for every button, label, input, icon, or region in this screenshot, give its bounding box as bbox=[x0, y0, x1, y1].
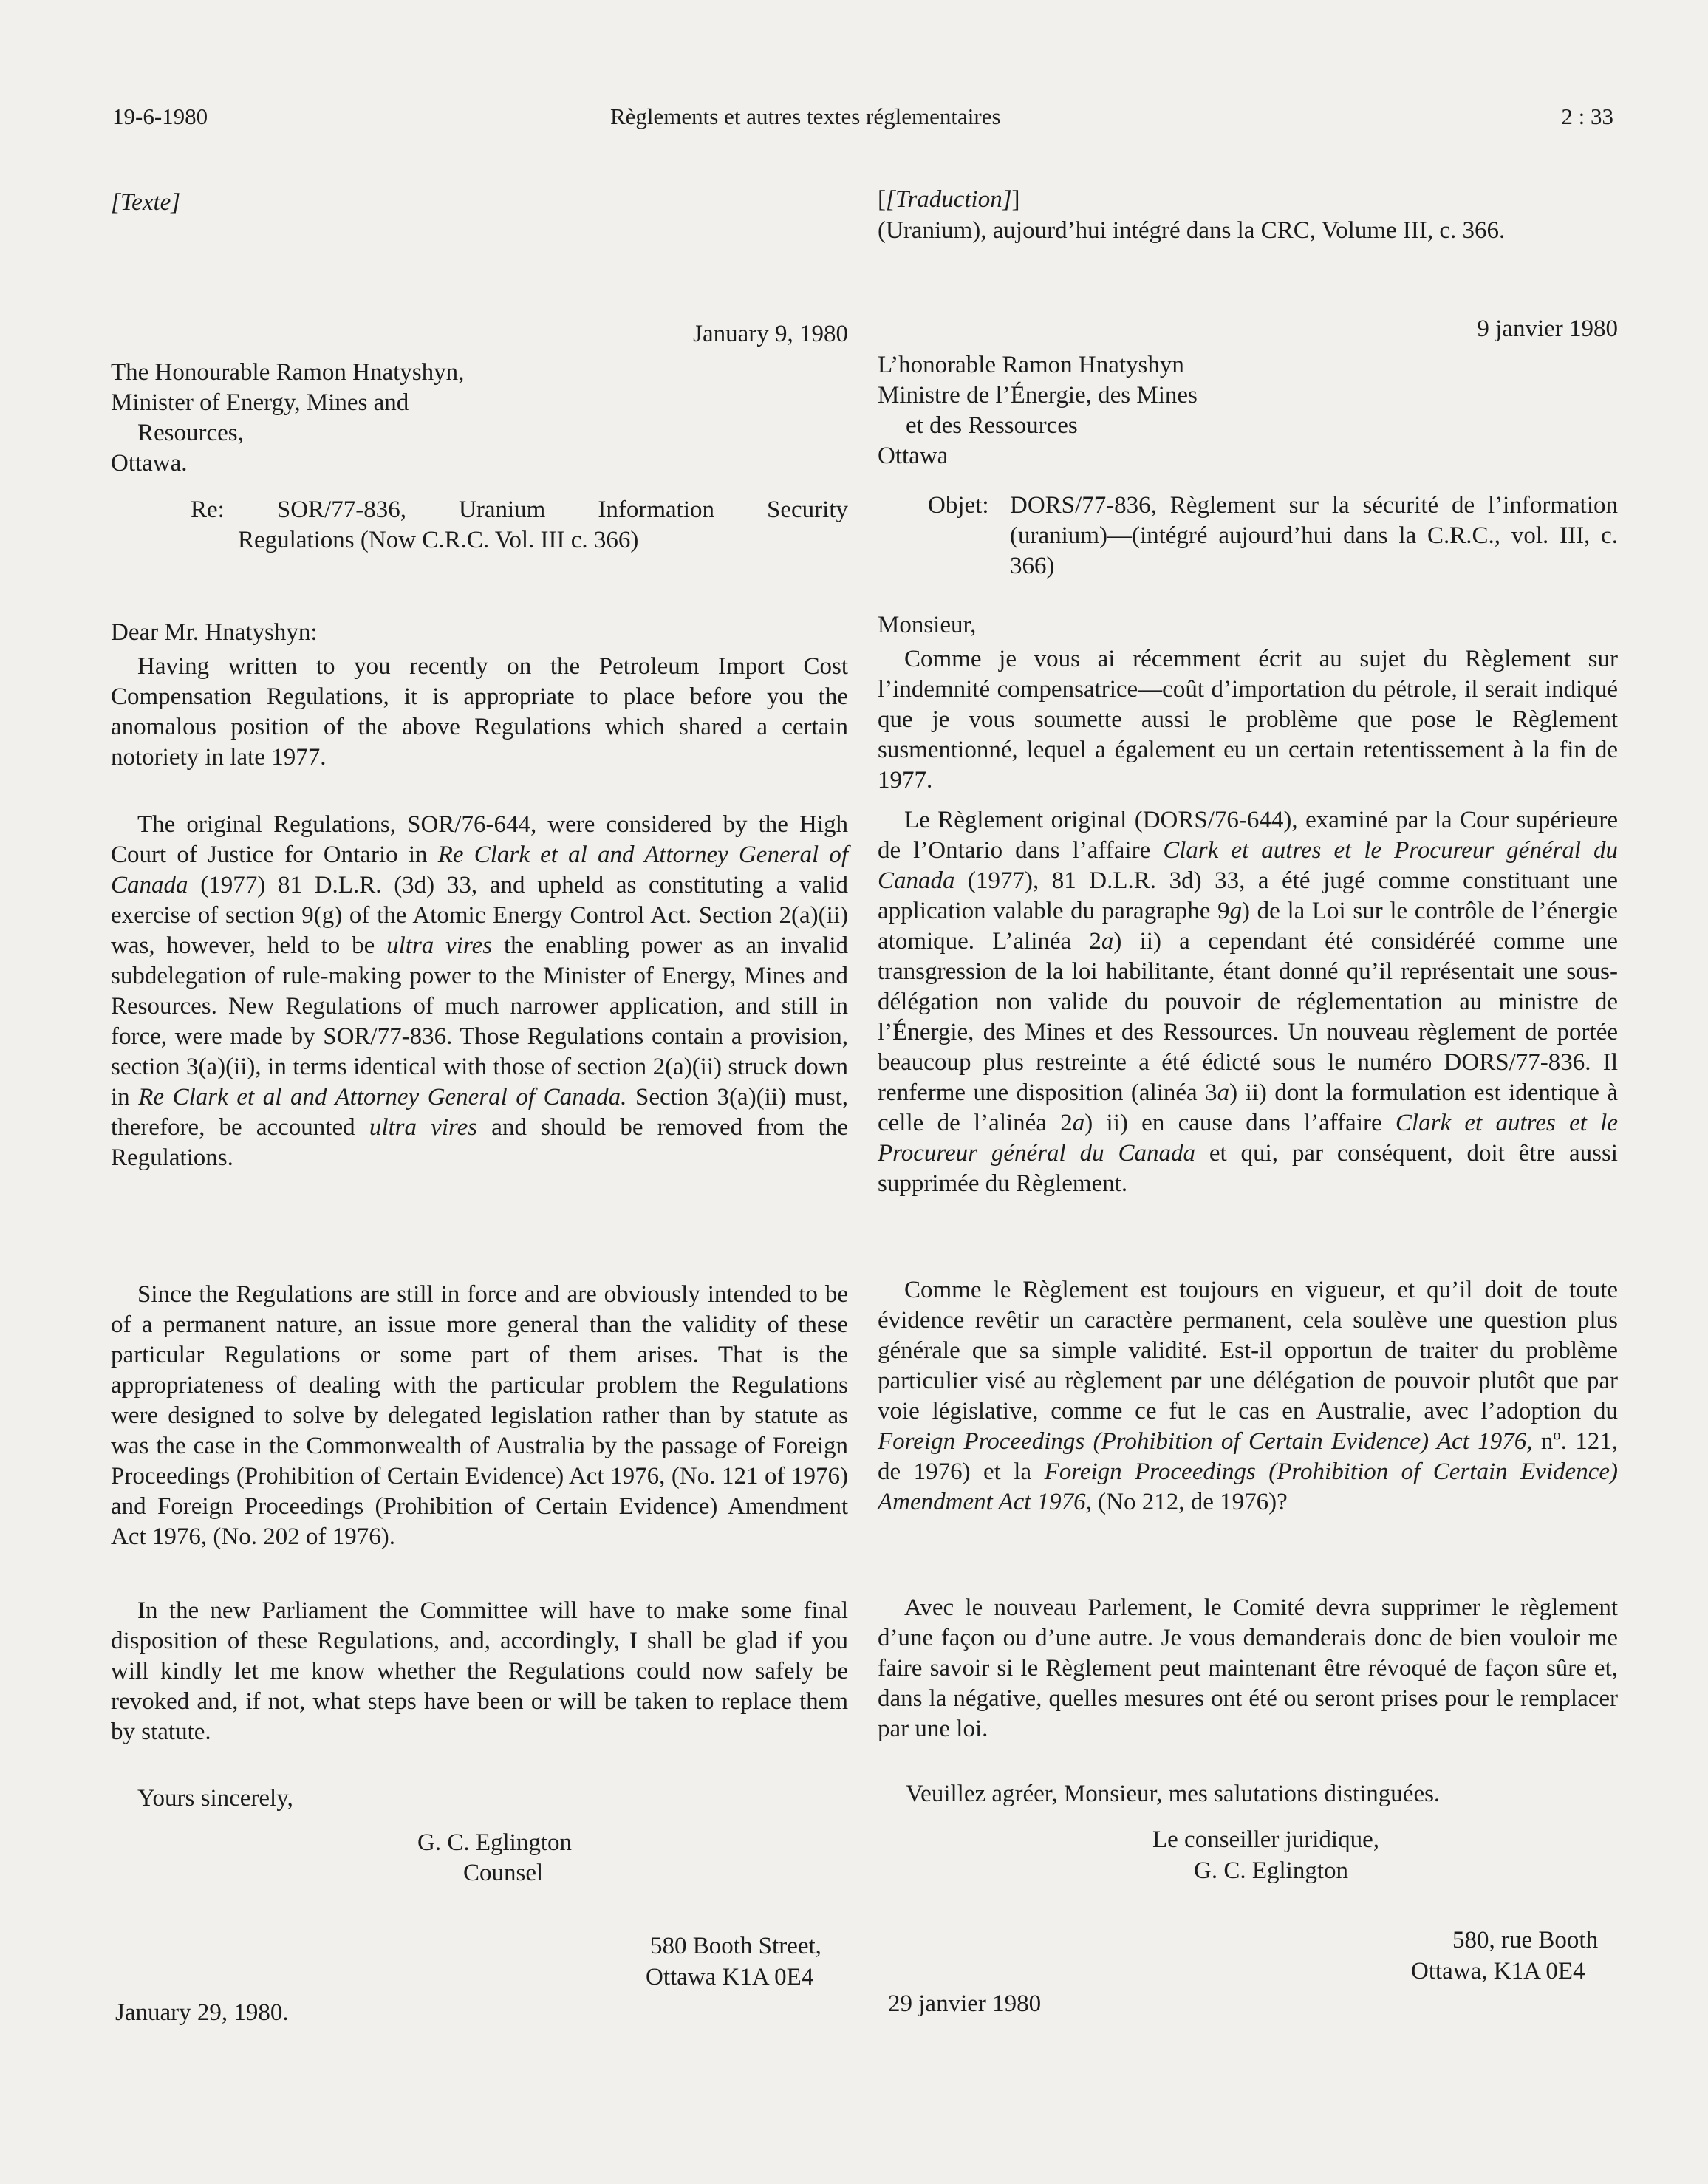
salutation: Dear Mr. Hnatyshyn: bbox=[111, 619, 318, 646]
text-label: [Texte] bbox=[111, 189, 181, 216]
paragraph-3: Comme le Règlement est toujours en vigueur, et qu’il doit de toute évidence revêtir un caractère permanent, cela soulève une question plus générale que sa simple validité. Est-il opportun de traiter du problème particulier visé au règlement par une délégation de pouvoir plutôt que par voie législative, comme ce fut le cas en Australie, avec l’adoption du Foreign Proceedings (Prohibition of Certain Evidence) Act 1976, nº. 121, de 1976) et la Foreign Proceedings (Prohibition of Certain Evidence) Amendment Act 1976, (No 212, de 1976)? bbox=[878, 1277, 1619, 1515]
re-line bbox=[191, 495, 848, 556]
address-line: Ministre de l’Énergie, des Mines bbox=[878, 382, 1198, 409]
header-title: Règlements et autres textes réglementaires bbox=[610, 103, 1001, 129]
intro-line: (Uranium), aujourd’hui intégré dans la CRC, Volume III, c. 366. bbox=[878, 217, 1506, 244]
signer-name: G. C. Eglington bbox=[417, 1829, 573, 1856]
paragraph-2: Le Règlement original (DORS/76-644), examiné par la Cour supérieure de l’Ontario dans l’affaire Clark et autres et le Procureur général du Canada (1977), 81 D.L.R. 3d) 33, a été jugé comme constituant une application valable du paragraphe 9g) de la Loi sur le contrôle de l’énergie atomique. L’alinéa 2a) ii) a cependant été considéréé comme une transgression de la loi habilitante, étant donné qu’il représentait une sous-délégation non valide du pouvoir de réglementation au ministre de l’Énergie, des Mines et des Ressources. Un nouveau règlement de portée beaucoup plus restreinte a été édicté sous le numéro DORS/77-836. Il renferme une disposition (alinéa 3a) ii) dont la formulation est identique à celle de l’alinéa 2a) ii) en cause dans l’affaire Clark et autres et le Procureur général du Canada et qui, par conséquent, doit être aussi supprimée du Règlement. bbox=[878, 807, 1619, 1197]
paragraph-2: The original Regulations, SOR/76-644, were considered by the High Court of Justice for Ontario in Re Clark et al and Attorney General of Canada (1977) 81 D.L.R. (3d) 33, and upheld as constituting a valid exercise of section 9(g) of the Atomic Energy Control Act. Section 2(a)(ii) was, however, held to be ultra vires the enabling power as an invalid subdelegation of rule-making power to the Minister of Energy, Mines and Resources. New Regulations of much narrower application, and still in force, were made by SOR/77-836. Those Regulations contain a provision, section 3(a)(ii), in terms identical with those of section 2(a)(ii) struck down in Re Clark et al and Attorney General of Canada. Section 3(a)(ii) must, therefore, be accounted ultra vires and should be removed from the Regulations. bbox=[111, 811, 849, 1171]
closing: Yours sincerely, bbox=[137, 1785, 293, 1812]
salutation: Monsieur, bbox=[878, 612, 977, 638]
re-label: Re: bbox=[191, 496, 225, 523]
address-city: Ottawa K1A 0E4 bbox=[646, 1964, 814, 1990]
address-line: et des Ressources bbox=[906, 412, 1078, 439]
header-date: 19-6-1980 bbox=[112, 103, 208, 129]
letter-date: 9 janvier 1980 bbox=[1477, 315, 1618, 342]
header-page-number: 2 : 33 bbox=[1561, 103, 1613, 129]
re-subject: SOR/77-836, Uranium Information Security bbox=[276, 496, 848, 523]
re-subject-cont: Regulations (Now C.R.C. Vol. III c. 366) bbox=[238, 527, 639, 553]
paragraph-4: Avec le nouveau Parlement, le Comité devra supprimer le règlement d’une façon ou d’une autre. Je vous demanderais donc de bien vouloir me faire savoir si le Règlement peut maintenant être révoqué de façon sûre et, dans la négative, quelles mesures ont été ou seront prises pour le remplacer par une loi. bbox=[878, 1594, 1618, 1742]
closing: Veuillez agréer, Monsieur, mes salutations distinguées. bbox=[906, 1781, 1441, 1807]
recipient-address bbox=[111, 358, 464, 479]
address-city: Ottawa, K1A 0E4 bbox=[1411, 1958, 1585, 1985]
address-line: The Honourable Ramon Hnatyshyn, bbox=[111, 359, 465, 386]
objet-label: Objet: bbox=[928, 492, 989, 519]
paragraph-1: Comme je vous ai récemment écrit au sujet du Règlement sur l’indemnité compensatrice—coût d’importation du pétrole, il serait indiqué que je vous soumette aussi le problème que pose le Règlement susmentionné, lequel a également eu un certain retentissement à la fin de 1977. bbox=[878, 646, 1618, 794]
signer-name: G. C. Eglington bbox=[1194, 1857, 1349, 1884]
objet-line bbox=[928, 491, 1618, 581]
letter-date: January 9, 1980 bbox=[693, 321, 848, 347]
footer-date: January 29, 1980. bbox=[115, 1999, 289, 2026]
recipient-address bbox=[878, 350, 1198, 471]
address-line: Resources, bbox=[137, 420, 244, 446]
signer-title: Le conseiller juridique, bbox=[1152, 1826, 1379, 1853]
paragraph-1: Having written to you recently on the Petroleum Import Cost Compensation Regulations, it is appropriate to place before you the anomalous position of the above Regulations which shared a certain notoriety in late 1977. bbox=[111, 653, 848, 771]
footer-date: 29 janvier 1980 bbox=[888, 1990, 1042, 2017]
signer-title: Counsel bbox=[463, 1860, 544, 1886]
paragraph-3: Since the Regulations are still in force and are obviously intended to be of a permanent nature, an issue more general than the validity of these particular Regulations or some part of them arises. That is the appropriateness of dealing with the particular problem the Regulations were designed to solve by delegated legislation rather than by statute as was the case in the Commonwealth of Australia by the passage of Foreign Proceedings (Prohibition of Certain Evidence) Act 1976, (No. 121 of 1976) and Foreign Proceedings (Prohibition of Certain Evidence) Amendment Act 1976, (No. 202 of 1976). bbox=[111, 1281, 848, 1550]
paragraph-4: In the new Parliament the Committee will have to make some final disposition of these Regulations, and, accordingly, I shall be glad if you will kindly let me know whether the Regulations could now safely be revoked and, if not, what steps have been or will be taken to replace them by statute. bbox=[111, 1597, 848, 1745]
address-line: Ottawa bbox=[878, 443, 949, 469]
address-line: L’honorable Ramon Hnatyshyn bbox=[878, 352, 1184, 378]
address-line: Minister of Energy, Mines and bbox=[111, 389, 409, 416]
address-street: 580, rue Booth bbox=[1452, 1927, 1599, 1953]
translation-label: [[Traduction]] bbox=[878, 186, 1020, 213]
address-street: 580 Booth Street, bbox=[650, 1933, 821, 1959]
address-line: Ottawa. bbox=[111, 450, 188, 477]
objet-subject: DORS/77-836, Règlement sur la sécurité de l’information (uranium)—(intégré aujourd’hui dans la C.R.C., vol. III, c. 366) bbox=[1010, 492, 1618, 579]
